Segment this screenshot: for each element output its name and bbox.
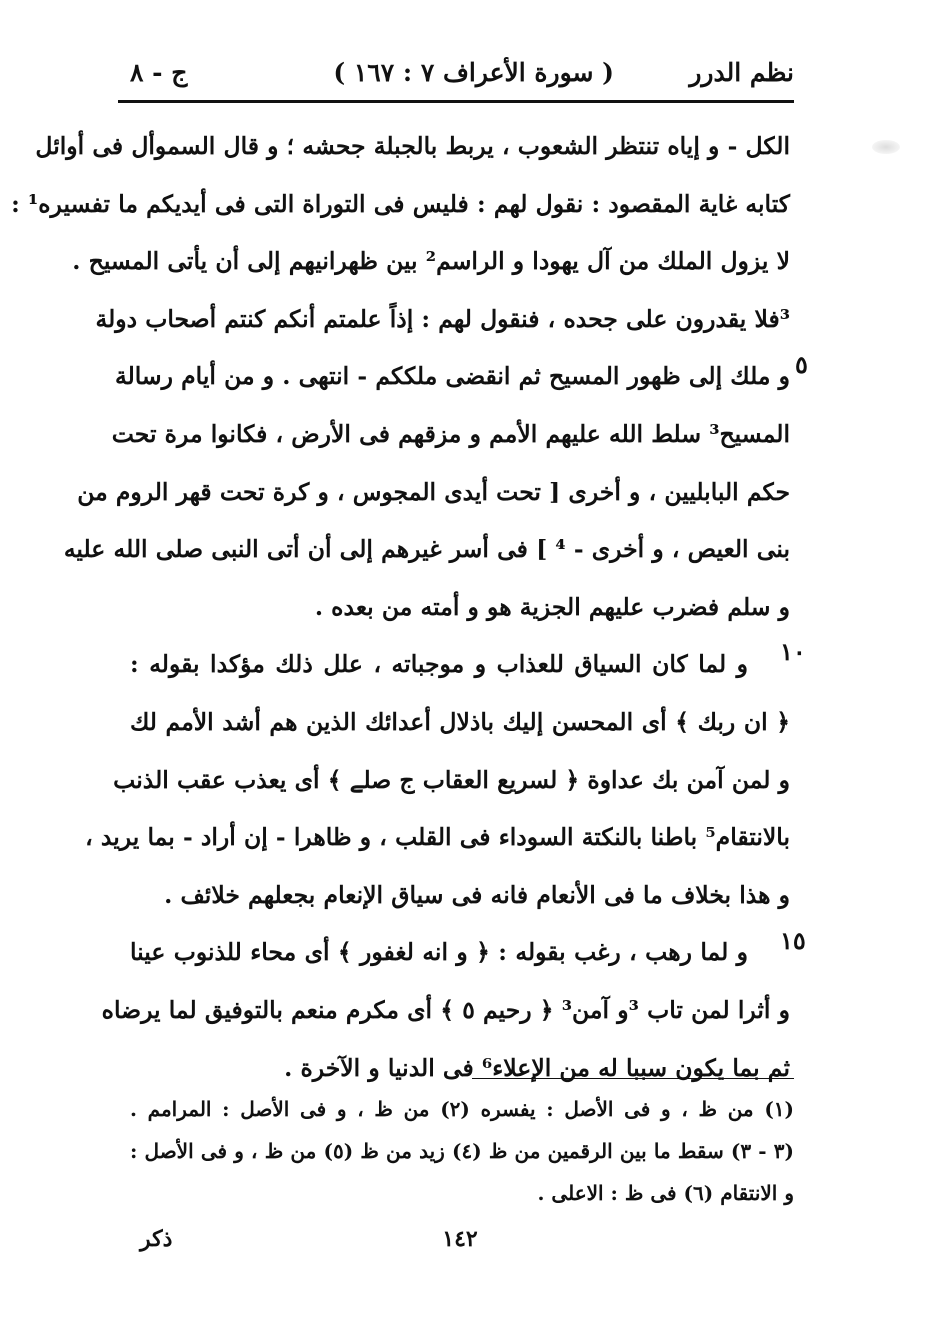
text-line: ثم بما يكون سببا له من الإعلاء⁶ فى الدنيا و الآخرة .: [284, 1053, 790, 1082]
text-line: و هذا بخلاف ما فى الأنعام فانه فى سياق الإنعام بجعلهم خلائف .: [164, 880, 790, 909]
footnote-line: (٣ - ٣) سقط ما بين الرقمين من ظ (٤) زيد من ظ (٥) من ظ ، و فى الأصل :: [130, 1139, 794, 1163]
catchword: ذكر: [140, 1226, 173, 1252]
text-line: و لمن آمن بك عداوة ﴿ لسريع العقاب ج صلے ﴾ أى يعذب عقب الذنب: [113, 765, 790, 794]
header-rule: [118, 100, 794, 103]
text-line: ﴿ ان ربك ﴾ أى المحسن إليك باذلال أعدائك الذين هم أشد الأمم لك: [130, 707, 790, 736]
line-number-15: ١٥: [780, 926, 806, 955]
text-line: و ملك إلى ظهور المسيح ثم انقضى ملككم - انتهى . و من أيام رسالة: [114, 362, 790, 391]
surah-reference: ( سورة الأعراف ٧ : ١٦٧ ): [333, 58, 614, 87]
line-number-10: ١٠: [780, 637, 806, 666]
text-line: بنى العيص ، و أخرى - ⁴ ] فى أسر غيرهم إلى أن أتى النبى صلى الله عليه: [63, 535, 790, 564]
text-line: المسيح³ سلط الله عليهم الأمم و مزقهم فى الأرض ، فكانوا مرة تحت: [111, 419, 790, 448]
page-number: ١٤٢: [442, 1226, 478, 1252]
main-text: [11, 118, 790, 1097]
text-line: حكم البابليين ، و أخرى [ تحت أيدى المجوس ، و كرة تحت قهر الروم من: [77, 477, 790, 506]
text-line: لا يزول الملك من آل يهودا و الراسم² بين ظهرانيهم إلى أن يأتى المسيح .: [72, 247, 790, 276]
line-number-5: ٥: [795, 350, 808, 379]
text-line: و سلم فضرب عليهم الجزية هو و أمته من بعده .: [314, 592, 790, 621]
running-header: [118, 50, 794, 100]
text-line: بالانتقام⁵ باطنا بالنكتة السوداء فى القلب ، و ظاهرا - إن أراد - بما يريد ،: [85, 823, 790, 852]
margin-smudge: [872, 140, 900, 154]
text-line: ³فلا يقدرون على جحده ، فنقول لهم : إذاً علمتم أنكم كنتم أصحاب دولة: [95, 304, 790, 333]
footnote-line: و الانتقام (٦) فى ظ : الاعلى .: [537, 1181, 794, 1205]
volume-label: ج - ٨: [130, 58, 188, 87]
footnote-rule: [472, 1078, 794, 1079]
text-line: و أثرا لمن تاب ³و آمن³ ﴿ رحيم ٥ ﴾ أى مكرم منعم بالتوفيق لما يرضاه: [101, 995, 790, 1024]
text-line: و لما كان السياق للعذاب و موجباته ، علل ذلك مؤكدا بقوله :: [130, 650, 748, 679]
text-line: و لما رهب ، رغب بقوله : ﴿ و انه لغفور ﴾ أى محاء للذنوب عينا: [130, 938, 748, 967]
book-title: نظم الدرر: [689, 58, 794, 87]
text-line: كتابه غاية المقصود : نقول لهم : فليس فى التوراة التى فى أيديكم ما تفسيره¹ :: [11, 189, 790, 218]
text-line: الكل - و إياه تنتظر الشعوب ، يربط بالجبلة جحشه ؛ و قال السموأل فى أوائل: [35, 132, 790, 160]
footnote-line: (١) من ظ ، و فى الأصل : يفسره (٢) من ظ ، و فى الأصل : المرامم .: [130, 1097, 795, 1121]
footnotes: [130, 1088, 794, 1214]
